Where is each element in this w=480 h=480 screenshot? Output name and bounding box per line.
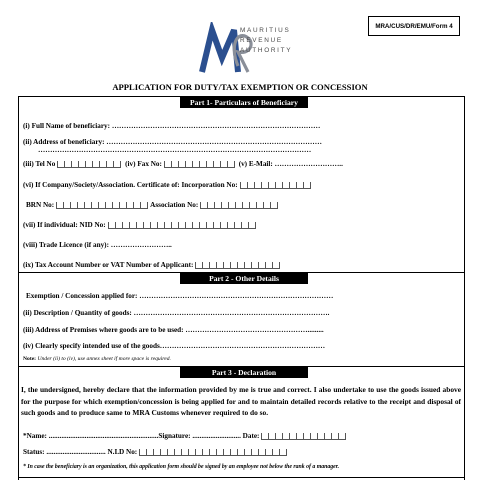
email-field[interactable]: (v) E-Mail: ……………………….. bbox=[238, 160, 343, 168]
logo-line-3: AUTHORITY bbox=[240, 47, 293, 54]
logo-line-1: MAURITIUS bbox=[240, 27, 291, 34]
footnote: * In case the beneficiary is an organization, this application form should be signed by an employee not below the rank of a manager. bbox=[23, 464, 340, 470]
part3-heading: Part 3 - Declaration bbox=[180, 367, 308, 378]
brn-label: BRN No: bbox=[26, 201, 55, 209]
tel-label: (iii) Tel No bbox=[23, 160, 56, 168]
part2-heading: Part 2 - Other Details bbox=[180, 273, 308, 284]
date-boxes[interactable] bbox=[261, 433, 346, 440]
tan-label: (ix) Tax Account Number or VAT Number of Applicant: bbox=[23, 261, 194, 269]
exemption-field[interactable]: Exemption / Concession applied for: ……………………………………………………………………… bbox=[26, 292, 334, 300]
nid-row bbox=[23, 221, 258, 230]
status-row bbox=[23, 448, 289, 457]
brn-row bbox=[26, 201, 280, 210]
premises-field[interactable]: (iii) Address of Premises where goods are to be used: ……………………………………………......... bbox=[23, 326, 324, 334]
part1-heading: Part 1- Particulars of Beneficiary bbox=[180, 97, 308, 108]
signature-row bbox=[23, 432, 348, 441]
fax-boxes[interactable] bbox=[164, 161, 235, 168]
intended-use-field[interactable]: (iv) Clearly specify intended use of the goods…………………………………………………………… bbox=[23, 342, 326, 350]
address-field[interactable]: (ii) Address of beneficiary: ……………………………………………………………………………… bbox=[23, 138, 322, 146]
brn-boxes[interactable] bbox=[56, 202, 148, 209]
full-name-field[interactable]: (i) Full Name of beneficiary: …………………………………………………………………………… bbox=[23, 122, 321, 130]
logo-line-2: REVENUE bbox=[240, 37, 283, 44]
form-left-border bbox=[18, 96, 19, 480]
association-label: Association No: bbox=[150, 201, 199, 209]
declaration-text: I, the undersigned, hereby declare that the information provided by me is true and correct. I also undertake to use the goods issued above for the purpose for which exemption/concession is being applied for and to maintain detailed records relative to the receipt and disposal of such goods and to produce same to MRA Customs whenever required to do so. bbox=[21, 385, 461, 418]
status-nid-boxes[interactable] bbox=[139, 449, 287, 456]
address-continued-field[interactable]: …………………………………………………………………………………………………… bbox=[38, 146, 312, 154]
name-signature-date-fields[interactable]: *Name: .............................................................Signature: ........................... Date: bbox=[23, 432, 260, 440]
incorporation-label: (vi) If Company/Society/Association. Certificate of: Incorporation No: bbox=[23, 181, 238, 189]
incorporation-boxes[interactable] bbox=[240, 182, 311, 189]
trade-licence-field[interactable]: (viii) Trade Licence (if any): …………………….. bbox=[23, 241, 172, 249]
tan-row bbox=[23, 261, 282, 270]
fax-label: (iv) Fax No: bbox=[125, 160, 162, 168]
note-text: Under (ii) to (iv), use annex sheet if more space is required. bbox=[36, 356, 171, 362]
status-nid-fields[interactable]: Status: ................................. N.I.D No: bbox=[23, 448, 138, 456]
nid-label: (vii) If individual: NID No: bbox=[23, 221, 106, 229]
page-title: APPLICATION FOR DUTY/TAX EXEMPTION OR CONCESSION bbox=[112, 82, 368, 92]
tel-boxes[interactable] bbox=[57, 161, 121, 168]
part2-note bbox=[23, 356, 171, 362]
logo-text bbox=[240, 26, 292, 56]
form-code: MRA/CUS/DR/EMU/Form 4 bbox=[368, 16, 460, 36]
description-field[interactable]: (ii) Description / Quantity of goods: ………………………………………………………………………. bbox=[23, 309, 330, 317]
form-right-border bbox=[464, 96, 465, 480]
note-label: Note: bbox=[23, 356, 37, 362]
nid-boxes[interactable] bbox=[108, 222, 256, 229]
company-row bbox=[23, 181, 313, 190]
form-bottom-rule bbox=[18, 477, 464, 478]
tan-boxes[interactable] bbox=[195, 262, 280, 269]
contact-row bbox=[23, 160, 343, 169]
association-boxes[interactable] bbox=[200, 202, 278, 209]
